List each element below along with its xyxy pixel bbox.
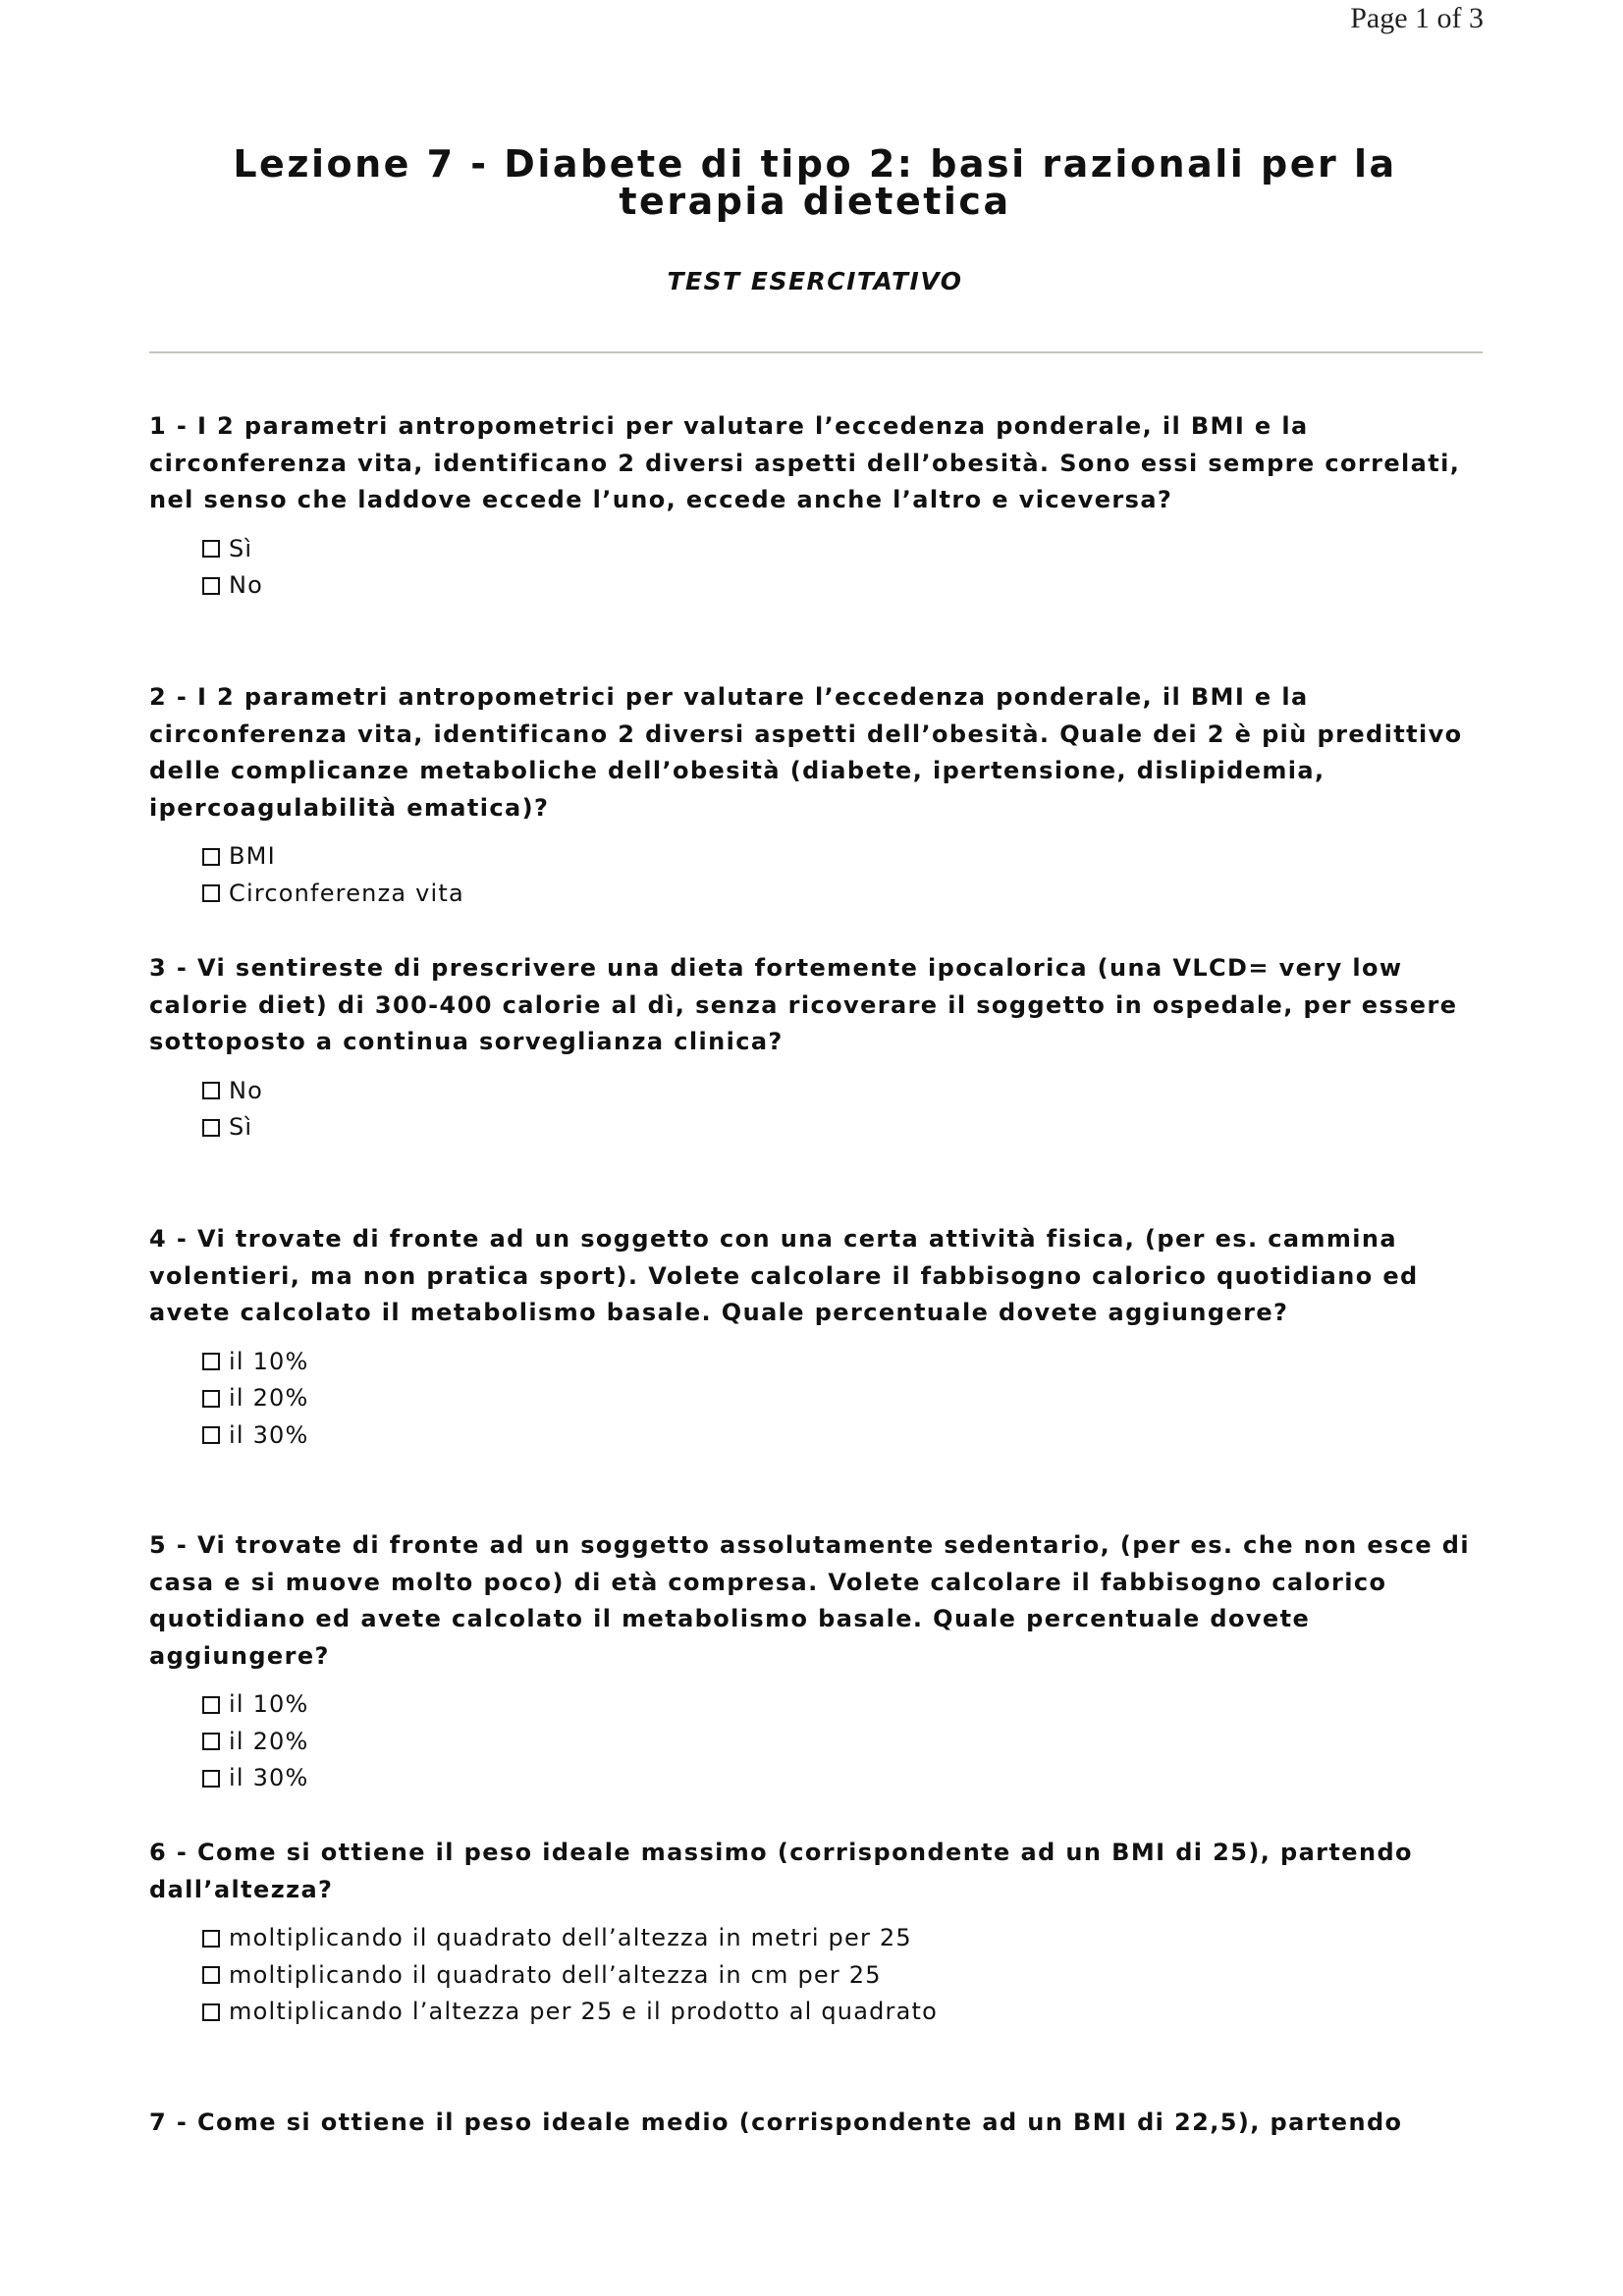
checkbox-icon[interactable]	[202, 1770, 220, 1788]
checkbox-icon[interactable]	[202, 1696, 220, 1714]
question-5	[149, 1527, 1494, 1797]
answer-option[interactable]	[202, 1344, 1494, 1381]
answer-label: moltiplicando il quadrato dell’altezza in cm per 25	[229, 1960, 882, 1989]
checkbox-icon[interactable]	[202, 1966, 220, 1984]
answer-label: moltiplicando il quadrato dell’altezza in metri per 25	[229, 1924, 912, 1951]
checkbox-icon[interactable]	[202, 884, 220, 902]
answer-option[interactable]	[202, 1686, 1494, 1724]
page-number: Page 1 of 3	[1350, 2, 1484, 34]
answer-option[interactable]	[202, 567, 1494, 605]
checkbox-icon[interactable]	[202, 540, 220, 558]
question-3	[149, 950, 1494, 1147]
answer-option[interactable]	[202, 531, 1494, 568]
question-2	[149, 679, 1494, 912]
answer-option[interactable]	[202, 876, 1494, 913]
answer-option[interactable]	[202, 1920, 1494, 1957]
answer-label: il 20%	[229, 1384, 309, 1412]
answer-option[interactable]	[202, 1073, 1494, 1110]
answer-option[interactable]	[202, 1957, 1494, 1995]
answer-label: il 30%	[229, 1420, 309, 1449]
answer-option[interactable]	[202, 1994, 1494, 2031]
answer-option[interactable]	[202, 1417, 1494, 1455]
answer-label: Circonferenza vita	[229, 879, 464, 907]
answer-options	[202, 1920, 1494, 2031]
answer-label: moltiplicando l’altezza per 25 e il prodotto al quadrato	[229, 1998, 939, 2025]
checkbox-icon[interactable]	[202, 1390, 220, 1408]
answer-option[interactable]	[202, 1760, 1494, 1797]
answer-label: il 10%	[229, 1690, 309, 1718]
checkbox-icon[interactable]	[202, 1082, 220, 1099]
answer-label: il 10%	[229, 1347, 309, 1375]
page-subtitle: TEST ESERCITATIVO	[667, 267, 963, 295]
checkbox-icon[interactable]	[202, 577, 220, 595]
answer-options	[202, 1073, 1494, 1147]
page-title: Lezione 7 - Diabete di tipo 2: basi razionali per la terapia dietetica	[233, 142, 1397, 223]
answer-option[interactable]	[202, 1724, 1494, 1761]
answer-label: Sì	[229, 1113, 253, 1141]
answer-label: BMI	[229, 842, 276, 870]
checkbox-icon[interactable]	[202, 1426, 220, 1444]
question-text: 4 - Vi trovate di fronte ad un soggetto con una certa attività fisica, (per es. cammina volentieri, ma non pratica sport). Volete calcolare il fabbisogno calorico quotidiano ed avete calcolato il metabolismo basale. Quale percentuale dovete aggiungere?	[149, 1225, 1419, 1326]
question-6	[149, 1835, 1494, 2031]
answer-label: No	[229, 1076, 264, 1104]
question-text: 1 - I 2 parametri antropometrici per valutare l’eccedenza ponderale, il BMI e la circonferenza vita, identificano 2 diversi aspetti dell’obesità. Sono essi sempre correlati, nel senso che laddove eccede l’uno, eccede anche l’altro e viceversa?	[149, 412, 1461, 513]
question-text: 5 - Vi trovate di fronte ad un soggetto assolutamente sedentario, (per es. che non esce di casa e si muove molto poco) di età compresa. Volete calcolare il fabbisogno calorico quotidiano ed avete calcolato il metabolismo basale. Quale percentuale dovete aggiungere?	[149, 1531, 1470, 1670]
checkbox-icon[interactable]	[202, 1733, 220, 1750]
answer-label: Sì	[229, 534, 253, 562]
question-text: 7 - Come si ottiene il peso ideale medio (corrispondente ad un BMI di 22,5), partendo	[149, 2109, 1403, 2136]
checkbox-icon[interactable]	[202, 848, 220, 866]
question-1	[149, 408, 1494, 605]
question-text: 6 - Come si ottiene il peso ideale massimo (corrispondente ad un BMI di 25), partendo dall’altezza?	[149, 1839, 1413, 1903]
header-divider	[149, 351, 1483, 353]
question-text: 2 - I 2 parametri antropometrici per valutare l’eccedenza ponderale, il BMI e la circonferenza vita, identificano 2 diversi aspetti dell’obesità. Quale dei 2 è più predittivo delle complicanze metaboliche dell’obesità (diabete, ipertensione, dislipidemia, ipercoagulabilità ematica)?	[149, 683, 1463, 822]
answer-options	[202, 531, 1494, 605]
answer-label: No	[229, 571, 264, 599]
answer-label: il 30%	[229, 1764, 309, 1791]
checkbox-icon[interactable]	[202, 1930, 220, 1948]
answer-options	[202, 838, 1494, 912]
answer-option[interactable]	[202, 1109, 1494, 1147]
question-7	[149, 2105, 1494, 2142]
answer-options	[202, 1686, 1494, 1797]
answer-label: il 20%	[229, 1727, 309, 1755]
checkbox-icon[interactable]	[202, 1353, 220, 1370]
answer-option[interactable]	[202, 838, 1494, 876]
answer-option[interactable]	[202, 1380, 1494, 1417]
question-4	[149, 1221, 1494, 1454]
checkbox-icon[interactable]	[202, 2003, 220, 2021]
question-text: 3 - Vi sentireste di prescrivere una dieta fortemente ipocalorica (una VLCD= very low calorie diet) di 300-400 calorie al dì, senza ricoverare il soggetto in ospedale, per essere sottoposto a continua sorveglianza clinica?	[149, 954, 1458, 1055]
answer-options	[202, 1344, 1494, 1455]
checkbox-icon[interactable]	[202, 1119, 220, 1137]
